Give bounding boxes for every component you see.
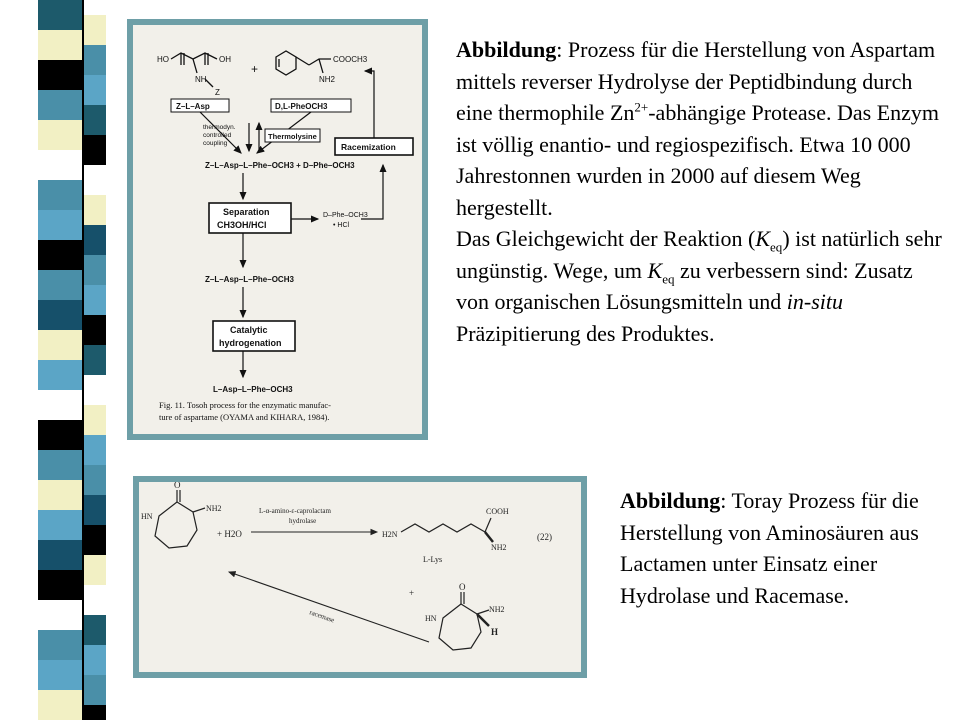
stripe-block	[38, 210, 82, 241]
keq-sub-1: eq	[770, 239, 783, 255]
lactam-ring	[155, 490, 205, 548]
stripe-block	[38, 690, 82, 720]
stripe-block	[38, 300, 82, 331]
stripe-block	[38, 270, 82, 301]
stripe-block	[82, 135, 106, 166]
stripe-block	[38, 90, 82, 121]
stripe-block	[38, 240, 82, 271]
dl-phe-label: D,L-PheOCH3	[275, 102, 328, 111]
toray-process-figure	[133, 476, 587, 678]
stripe-block	[38, 150, 82, 181]
stripe-block	[82, 645, 106, 676]
toray-caption	[620, 485, 950, 611]
stripe-block	[82, 675, 106, 706]
decorative-stripe-band	[0, 0, 110, 720]
caption2-title: Abbildung	[620, 488, 721, 513]
z-asp-label: Z–L–Asp	[176, 102, 210, 111]
stripe-block	[82, 15, 106, 46]
stripe-block	[82, 75, 106, 106]
ring-hn: HN	[141, 512, 153, 521]
caption1-text-c: Das Gleichgewicht der Reaktion (	[456, 226, 756, 251]
stripe-block	[82, 285, 106, 316]
zn-charge-sup: 2+	[634, 99, 649, 115]
caption2-text: : Toray Prozess für die Herstellung von Aminosäuren aus Lactamen unter Einsatz einer Hydrolase und Racemase.	[620, 488, 919, 608]
lys-nh2: NH2	[491, 543, 507, 552]
stripe-block	[82, 585, 106, 616]
lys-label: L-Lys	[423, 555, 443, 564]
amine-nh2-2: NH2	[489, 605, 505, 614]
nh2-label: NH2	[319, 75, 336, 84]
stripe-block	[38, 30, 82, 61]
stripe-divider	[82, 0, 84, 720]
stripe-block	[82, 495, 106, 526]
aspartam-caption	[456, 34, 946, 349]
stripe-block	[82, 165, 106, 196]
enzyme-name-line1: L-α-amino-ε-caprolactam	[259, 507, 331, 515]
protected-dipeptide: Z–L–Asp–L–Phe–OCH3	[205, 275, 294, 284]
thermolysine-box: Thermolysine	[268, 132, 317, 141]
stripe-block	[82, 45, 106, 76]
stripe-block	[38, 330, 82, 361]
stripe-block	[82, 525, 106, 556]
carbonyl-o: O	[174, 482, 181, 490]
catalytic-box-line1: Catalytic	[230, 325, 268, 335]
stripe-block	[38, 120, 82, 151]
stripe-block	[82, 435, 106, 466]
stripe-block	[82, 345, 106, 376]
keq-k-2: K	[647, 257, 663, 283]
side-label-2: controlled	[203, 132, 232, 139]
stripe-block	[82, 465, 106, 496]
hcl-side-product: • HCl	[333, 222, 350, 229]
stripe-block	[38, 180, 82, 211]
ring-hn-2: HN	[425, 614, 437, 623]
stripe-block	[82, 615, 106, 646]
racemization-box: Racemization	[341, 142, 396, 152]
lysine-chain	[401, 524, 485, 532]
cooch3-label: COOCH3	[333, 55, 368, 64]
caption1-text-a: : Prozess für die Herstellung von Aspartam mittels reverser Hydrolyse der Peptidbindung durch eine thermophile Zn	[456, 37, 936, 125]
tosoh-scheme-diagram	[133, 25, 422, 434]
stripe-block	[38, 0, 82, 31]
stripe-block	[38, 390, 82, 421]
separation-box-line2: CH3OH/HCl	[217, 220, 267, 230]
separation-box-line1: Separation	[223, 207, 270, 217]
product-mixture: Z–L–Asp–L–Phe–OCH3 + D–Phe–OCH3	[205, 161, 355, 170]
plus-sign-2: +	[409, 588, 415, 598]
carbonyl-o-2: O	[459, 582, 466, 592]
stripe-block	[38, 510, 82, 541]
caption1-title: Abbildung	[456, 37, 557, 62]
plus-water: + H2O	[217, 529, 242, 539]
in-situ-italic: in-situ	[786, 289, 844, 314]
z-label: Z	[215, 88, 220, 97]
enzyme-name-line2: hydrolase	[289, 517, 317, 525]
oh-label: OH	[219, 55, 231, 64]
keq-k-1: K	[755, 226, 771, 251]
stripe-block	[38, 630, 82, 661]
stripe-block	[38, 450, 82, 481]
caption1-text-e: zu verbessern sind: Zusatz von organischen Lösungsmitteln und	[456, 257, 913, 314]
phe-ester-structure	[276, 51, 331, 75]
hydrogen-h: H	[491, 627, 499, 637]
tosoh-process-figure	[127, 19, 428, 440]
toray-scheme-diagram	[139, 482, 581, 672]
keq-sub-2: eq	[662, 270, 675, 286]
fig11-caption-line2: ture of aspartame (OYAMA and KIHARA, 1984).	[159, 412, 330, 422]
catalytic-box-line2: hydrogenation	[219, 338, 282, 348]
amine-nh2: NH2	[206, 504, 222, 513]
caption1-text-f: Präzipitierung des Produktes.	[456, 320, 715, 346]
lactam-ring-enantiomer	[439, 592, 489, 650]
equation-number: (22)	[537, 532, 552, 542]
ho-label: HO	[157, 55, 169, 64]
stripe-block	[82, 375, 106, 406]
stripe-block	[38, 420, 82, 451]
stripe-block	[38, 540, 82, 571]
z-asp-structure	[171, 53, 217, 87]
racemase-label: racemase	[308, 608, 336, 625]
cooh-group: COOH	[486, 507, 509, 516]
stripe-block	[82, 705, 106, 720]
stripe-block	[82, 405, 106, 436]
stripe-block	[82, 315, 106, 346]
stripe-block	[82, 555, 106, 586]
caption1-text-b: -abhängige Protease. Das Enzym ist völlig enantio- und regiospezifisch. Etwa 10 000 Jahrestonnen wurden in 2000 auf diesem Weg hergestellt.	[456, 100, 940, 220]
stripe-block	[82, 105, 106, 136]
h2n-group: H2N	[382, 530, 398, 539]
caption1-text-d: ) ist natürlich sehr ungünstig. Wege, um	[456, 226, 942, 283]
plus-sign: +	[251, 62, 259, 76]
nh-label: NH	[195, 75, 207, 84]
stripe-block	[38, 660, 82, 691]
stripe-block	[38, 480, 82, 511]
side-label-3: coupling	[203, 140, 228, 147]
aspartame-product: L–Asp–L–Phe–OCH3	[213, 385, 293, 394]
stripe-block	[38, 60, 82, 91]
side-label-1: thermodyn.	[203, 124, 236, 131]
fig11-caption-line1: Fig. 11. Tosoh process for the enzymatic manufac-	[159, 400, 331, 410]
stripe-block	[38, 570, 82, 601]
stripe-block	[82, 225, 106, 256]
stripe-block	[82, 195, 106, 226]
stripe-block	[82, 255, 106, 286]
stripe-block	[38, 360, 82, 391]
d-phe-side-product: D–Phe–OCH3	[323, 212, 368, 219]
stripe-block	[38, 600, 82, 631]
